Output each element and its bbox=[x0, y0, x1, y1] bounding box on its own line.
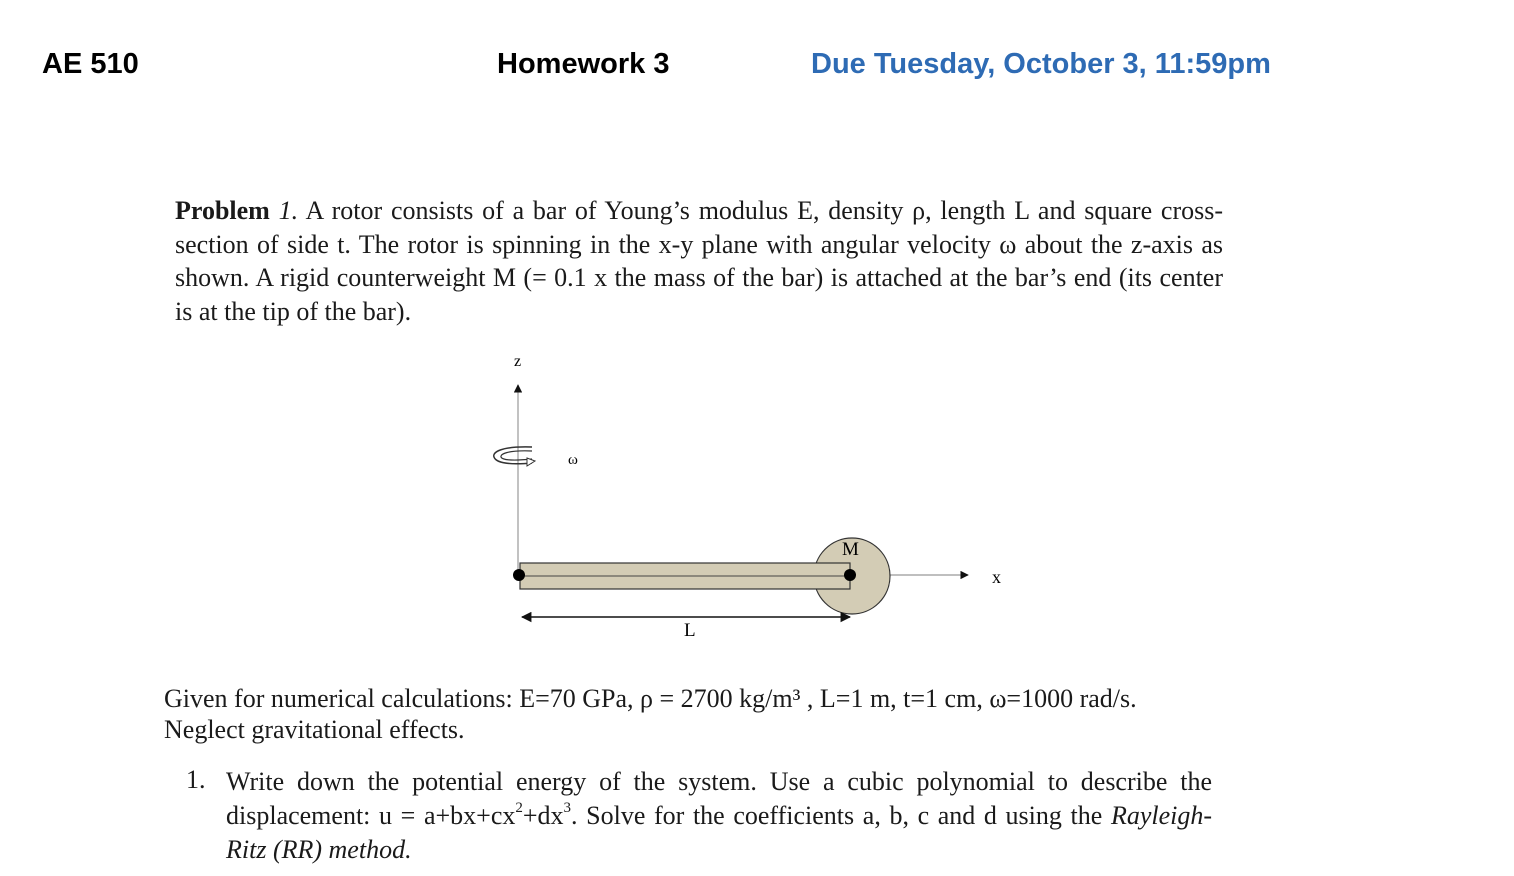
exponent-3: 3 bbox=[563, 800, 572, 816]
given-values: Given for numerical calculations: E=70 GPa, ρ = 2700 kg/m³ , L=1 m, t=1 cm, ω=1000 rad/s. Neglect gravitational effects. bbox=[164, 684, 1137, 744]
problem-statement bbox=[175, 194, 1223, 328]
problem-text: A rotor consists of a bar of Young’s modulus E, density ρ, length L and square cross-section of side t. The rotor is spinning in the x-y plane with angular velocity ω about the z-axis as shown. A rigid counterweight M (= 0.1 x the mass of the bar) is attached at the bar’s end (its center is at the tip of the bar). bbox=[175, 196, 1224, 326]
exponent-2: 2 bbox=[515, 800, 523, 816]
due-date: Due Tuesday, October 3, 11:59pm bbox=[811, 48, 1271, 80]
rotor-figure bbox=[480, 340, 1040, 640]
x-axis-label: x bbox=[992, 567, 1001, 587]
length-label: L bbox=[684, 620, 696, 640]
homework-title: Homework 3 bbox=[497, 48, 670, 80]
bar-tip-pin bbox=[844, 569, 856, 581]
problem-number: 1. bbox=[278, 196, 299, 225]
question-text-before: Write down the potential energy of the system. Use a cubic polynomial to describe the displacement: u = a+bx+cx bbox=[226, 767, 1212, 830]
problem-label: Problem bbox=[175, 196, 270, 225]
question-text-after: . Solve for the coefficients a, b, c and d using the bbox=[571, 801, 1103, 830]
question-text-mid: +dx bbox=[522, 801, 564, 830]
z-axis-label: z bbox=[514, 353, 522, 370]
method-name: Rayleigh-Ritz (RR) method. bbox=[226, 801, 1213, 864]
question-number: 1. bbox=[186, 765, 206, 794]
question-1 bbox=[226, 765, 1212, 867]
bar-root-pin bbox=[513, 569, 525, 581]
omega-label: ω bbox=[568, 452, 578, 468]
rotation-arrow-icon bbox=[494, 447, 535, 466]
mass-label: M bbox=[842, 539, 859, 560]
course-code: AE 510 bbox=[42, 48, 139, 80]
